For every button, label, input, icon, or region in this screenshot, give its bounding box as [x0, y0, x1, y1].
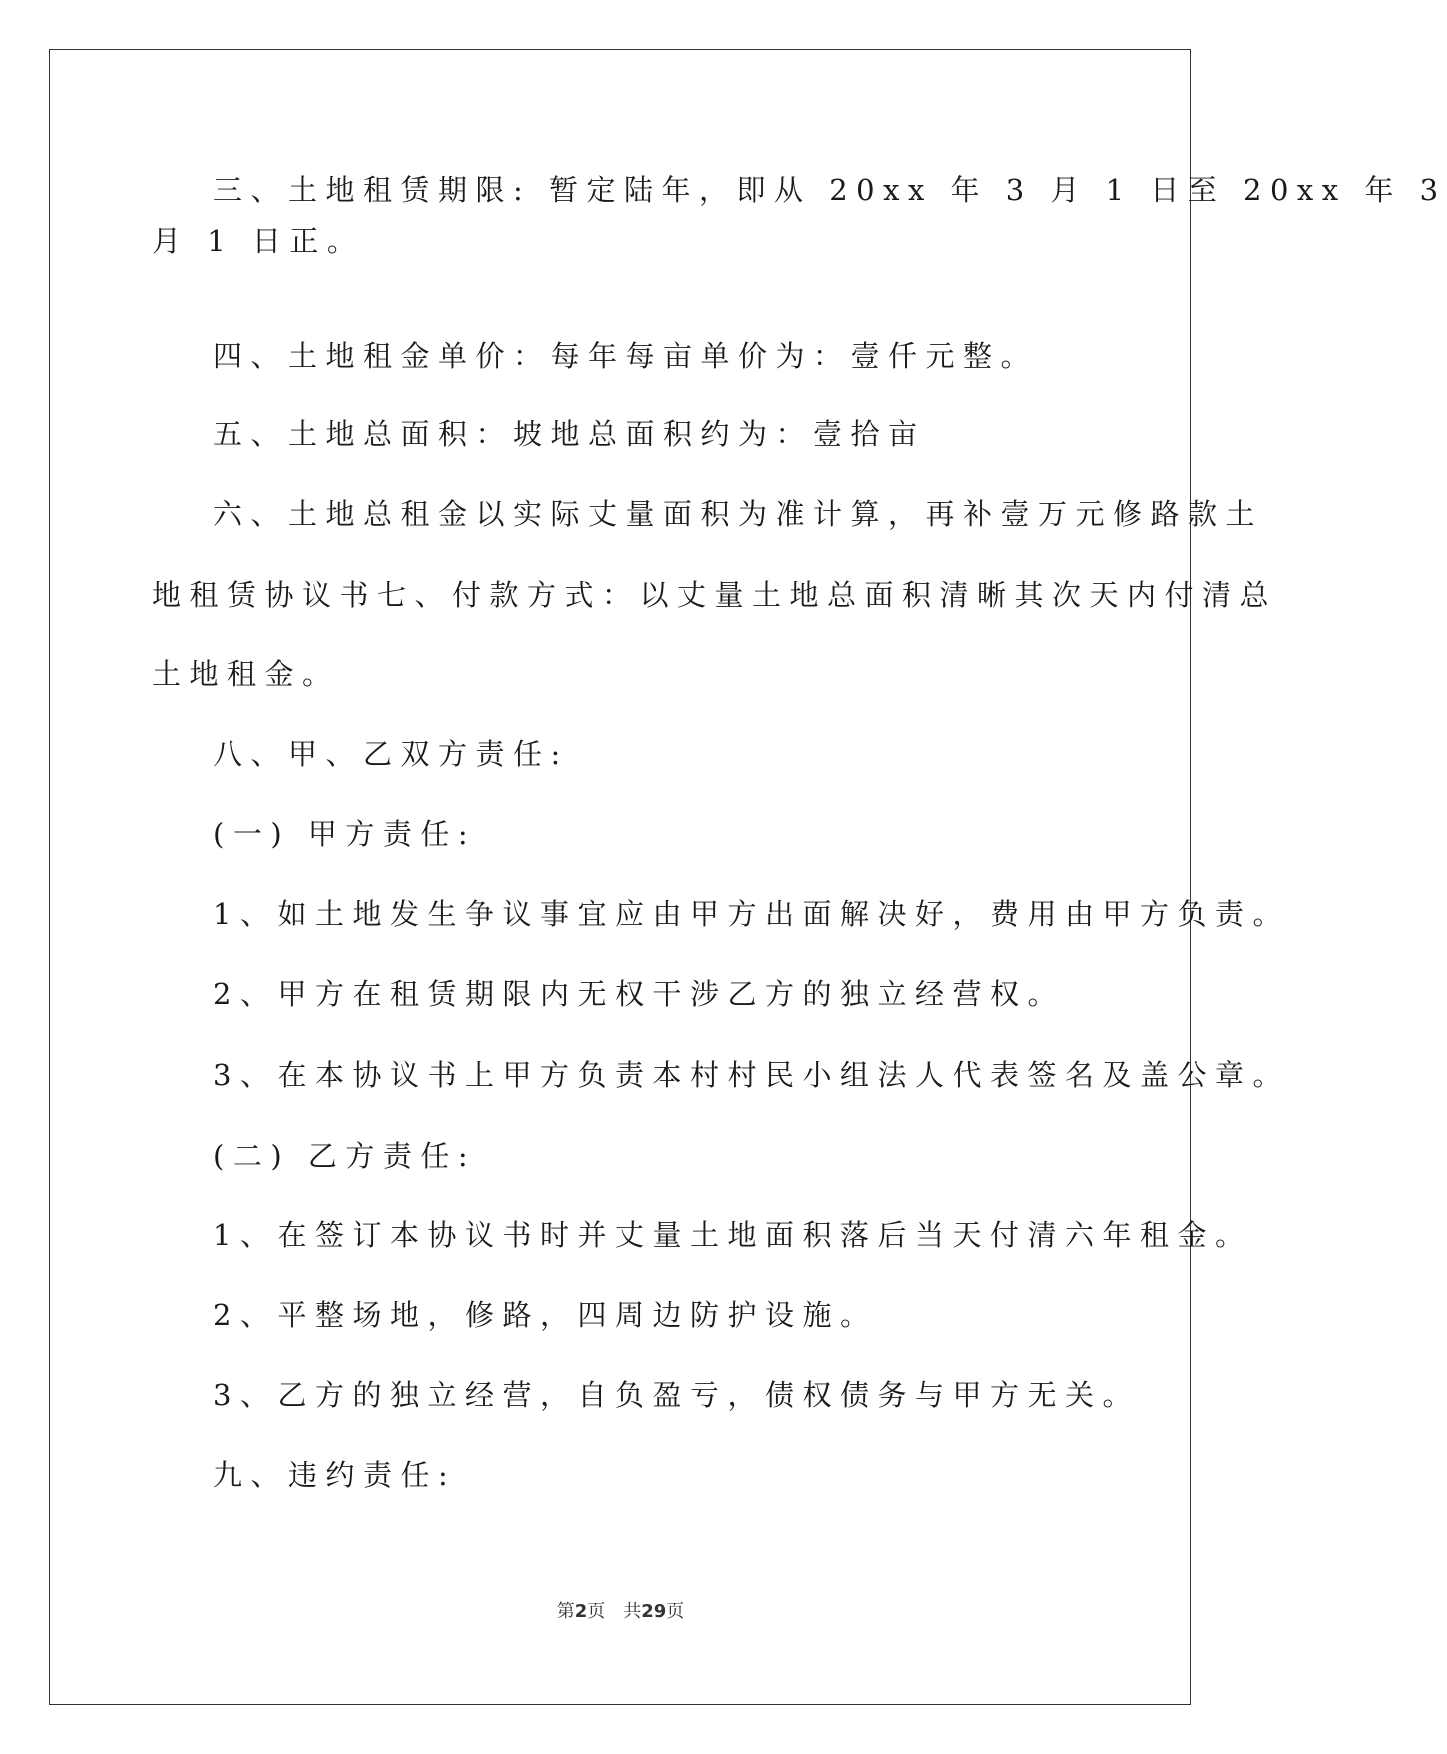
list-item: 3、在本协议书上甲方负责本村村民小组法人代表签名及盖公章。	[213, 1058, 1290, 1092]
total-prefix: 共	[623, 1601, 642, 1622]
list-item: 1、在签订本协议书时并丈量土地面积落后当天付清六年租金。	[213, 1218, 1253, 1252]
page-unit: 页	[587, 1601, 606, 1622]
page-border	[49, 49, 1191, 1705]
list-item: 2、甲方在租赁期限内无权干涉乙方的独立经营权。	[213, 977, 1065, 1011]
list-item: 3、乙方的独立经营，自负盈亏，债权债务与甲方无关。	[213, 1378, 1140, 1412]
paragraph-line: 五、土地总面积：坡地总面积约为：壹拾亩	[213, 417, 926, 451]
paragraph-line: 地租赁协议书七、付款方式：以丈量土地总面积清晰其次天内付清总	[152, 578, 1278, 612]
section-heading: 九、违约责任:	[213, 1458, 457, 1492]
paragraph-line: 土地租金。	[152, 657, 340, 691]
paragraph-line: 四、土地租金单价：每年每亩单价为：壹仟元整。	[213, 339, 1039, 373]
current-page-number: 2	[574, 1601, 588, 1622]
paragraph-line: 六、土地总租金以实际丈量面积为准计算，再补壹万元修路款土	[213, 497, 1264, 531]
subsection-heading: (一) 甲方责任:	[213, 817, 477, 851]
paragraph-line: 月 1 日正。	[152, 224, 365, 258]
page-footer	[0, 1597, 1241, 1623]
page-prefix: 第	[556, 1601, 575, 1622]
total-page-count: 29	[641, 1601, 667, 1622]
list-item: 1、如土地发生争议事宜应由甲方出面解决好，费用由甲方负责。	[213, 897, 1290, 931]
total-unit: 页	[666, 1601, 685, 1622]
subsection-heading: (二) 乙方责任:	[213, 1139, 477, 1173]
section-heading: 八、甲、乙双方责任:	[213, 737, 569, 771]
list-item: 2、平整场地，修路，四周边防护设施。	[213, 1298, 878, 1332]
paragraph-line: 三、土地租赁期限: 暂定陆年，即从 20xx 年 3 月 1 日至 20xx 年 3	[213, 173, 1447, 207]
